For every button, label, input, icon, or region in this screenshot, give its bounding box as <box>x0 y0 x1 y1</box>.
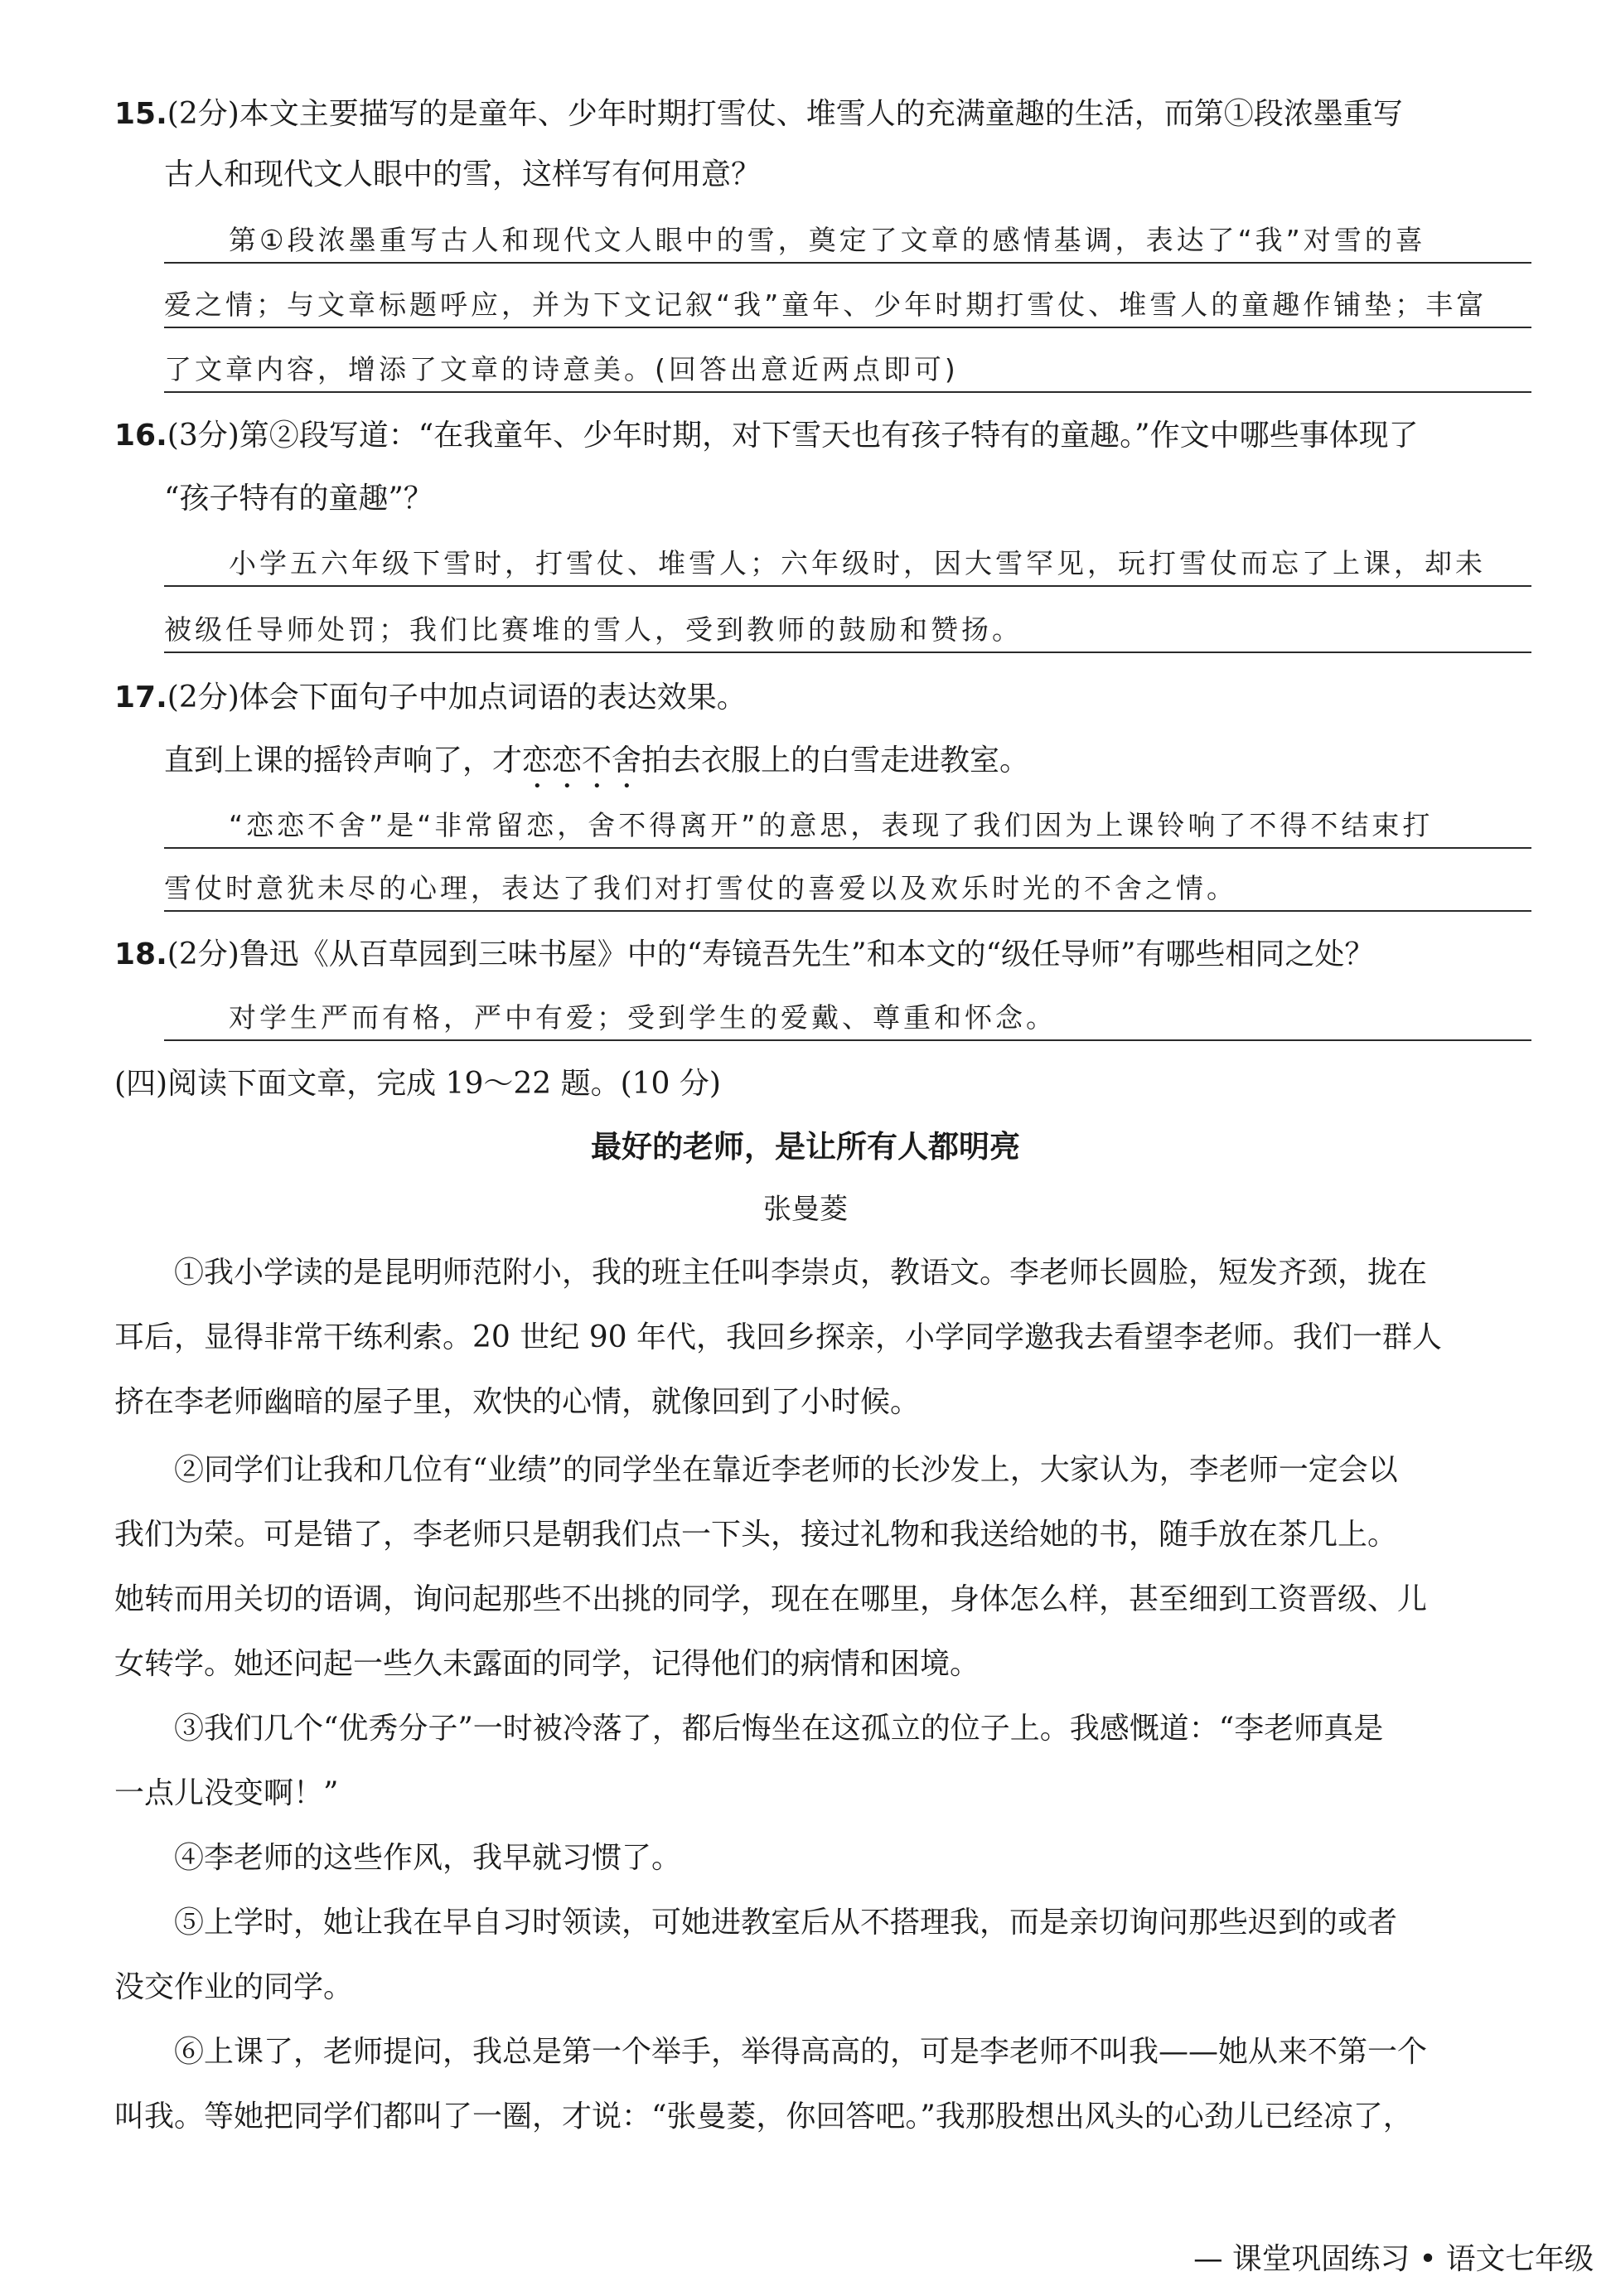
answer-underline <box>164 652 1531 653</box>
q17-sentence <box>164 741 1029 795</box>
q16-prompt-line-1 <box>114 416 1419 456</box>
q17-prompt-line-1 <box>114 678 747 718</box>
answer-underline <box>164 910 1531 912</box>
q15-answer-line-3: 了文章内容，增添了文章的诗意美。(回答出意近两点即可) <box>164 353 959 385</box>
answer-underline <box>164 262 1531 264</box>
answer-underline <box>164 327 1531 328</box>
page-footer: — 课堂巩固练习 • 语文七年级 <box>1193 2242 1594 2276</box>
q15-answer-line-2: 爱之情；与文章标题呼应，并为下文记叙“我”童年、少年时期打雪仗、堆雪人的童趣作铺垫；丰富 <box>164 288 1488 321</box>
q17-number: 17. <box>114 681 167 714</box>
article-title: 最好的老师，是让所有人都明亮 <box>591 1129 1020 1165</box>
article-line: 耳后，显得非常干练利索。20 世纪 90 年代，我回乡探亲，小学同学邀我去看望李老师。我们一群人 <box>114 1320 1442 1354</box>
answer-underline <box>164 391 1531 393</box>
q15-number: 15. <box>114 97 167 131</box>
q15-prompt-text-1: (2分)本文主要描写的是童年、少年时期打雪仗、堆雪人的充满童趣的生活，而第①段浓墨重写 <box>167 97 1403 131</box>
q18-answer-line-1: 对学生严而有格，严中有爱；受到学生的爱戴、尊重和怀念。 <box>229 1001 1057 1034</box>
q17-answer-line-1: “恋恋不舍”是“非常留恋，舍不得离开”的意思，表现了我们因为上课铃响了不得不结束打 <box>229 809 1434 841</box>
article-line: 她转而用关切的语调，询问起那些不出挑的同学，现在在哪里，身体怎么样，甚至细到工资晋级、儿 <box>114 1582 1428 1616</box>
q18-prompt-line-1 <box>114 935 1374 975</box>
answer-underline <box>164 1039 1531 1041</box>
answer-underline <box>164 847 1531 849</box>
article-line: 没交作业的同学。 <box>114 1970 354 2004</box>
q17-sentence-after: 拍去衣服上的白雪走进教室。 <box>641 744 1030 777</box>
q16-answer-line-1: 小学五六年级下雪时，打雪仗、堆雪人；六年级时，因大雪罕见，玩打雪仗而忘了上课，却未 <box>229 547 1486 579</box>
q17-answer-line-2: 雪仗时意犹未尽的心理，表达了我们对打雪仗的喜爱以及欢乐时光的不舍之情。 <box>164 872 1237 904</box>
article-line: ⑥上课了，老师提问，我总是第一个举手，举得高高的，可是李老师不叫我——她从来不第一个 <box>174 2035 1428 2069</box>
article-line: 叫我。等她把同学们都叫了一圈，才说：“张曼菱，你回答吧。”我那股想出风头的心劲儿已经凉了， <box>114 2100 1413 2134</box>
article-line: ①我小学读的是昆明师范附小，我的班主任叫李崇贞，教语文。李老师长圆脸，短发齐颈，拢在 <box>174 1256 1428 1290</box>
q17-sentence-before: 直到上课的摇铃声响了，才 <box>164 744 523 777</box>
article-line: 女转学。她还问起一些久未露面的同学，记得他们的病情和困境。 <box>114 1647 980 1681</box>
article-line: ③我们几个“优秀分子”一时被冷落了，都后悔坐在这孤立的位子上。我感慨道：“李老师真是 <box>174 1712 1384 1746</box>
q16-prompt-line-2: “孩子特有的童趣”？ <box>164 482 433 516</box>
q16-answer-line-2: 被级任导师处罚；我们比赛堆的雪人，受到教师的鼓励和赞扬。 <box>164 613 1023 646</box>
article-line: 一点儿没变啊！” <box>114 1776 339 1810</box>
article-line: 挤在李老师幽暗的屋子里，欢快的心情，就像回到了小时候。 <box>114 1385 921 1419</box>
q15-prompt-line-2: 古人和现代文人眼中的雪，这样写有何用意？ <box>164 157 762 191</box>
q15-answer-line-1: 第①段浓墨重写古人和现代文人眼中的雪，奠定了文章的感情基调，表达了“我”对雪的喜 <box>229 224 1426 256</box>
q18-number: 18. <box>114 937 167 971</box>
q17-dotted-word: 恋恋不舍 <box>522 744 642 777</box>
section4-heading: (四)阅读下面文章，完成 19～22 题。(10 分) <box>114 1067 721 1101</box>
q17-prompt-text-1: (2分)体会下面句子中加点词语的表达效果。 <box>167 681 747 714</box>
q15-prompt-line-1 <box>114 94 1403 134</box>
answer-underline <box>164 585 1531 587</box>
article-line: ④李老师的这些作风，我早就习惯了。 <box>174 1841 682 1875</box>
article-line: ⑤上学时，她让我在早自习时领读，可她进教室后从不搭理我，而是亲切询问那些迟到的或者 <box>174 1906 1398 1940</box>
q16-prompt-text-1: (3分)第②段写道：“在我童年、少年时期，对下雪天也有孩子特有的童趣。”作文中哪些事体现了 <box>167 419 1419 453</box>
q18-prompt-text-1: (2分)鲁迅《从百草园到三味书屋》中的“寿镜吾先生”和本文的“级任导师”有哪些相同之处？ <box>167 937 1375 971</box>
article-author: 张曼菱 <box>763 1193 848 1226</box>
q16-number: 16. <box>114 419 167 453</box>
article-line: 我们为荣。可是错了，李老师只是朝我们点一下头，接过礼物和我送给她的书，随手放在茶几上。 <box>114 1518 1398 1552</box>
article-line: ②同学们让我和几位有“业绩”的同学坐在靠近李老师的长沙发上，大家认为，李老师一定会以 <box>174 1453 1398 1487</box>
